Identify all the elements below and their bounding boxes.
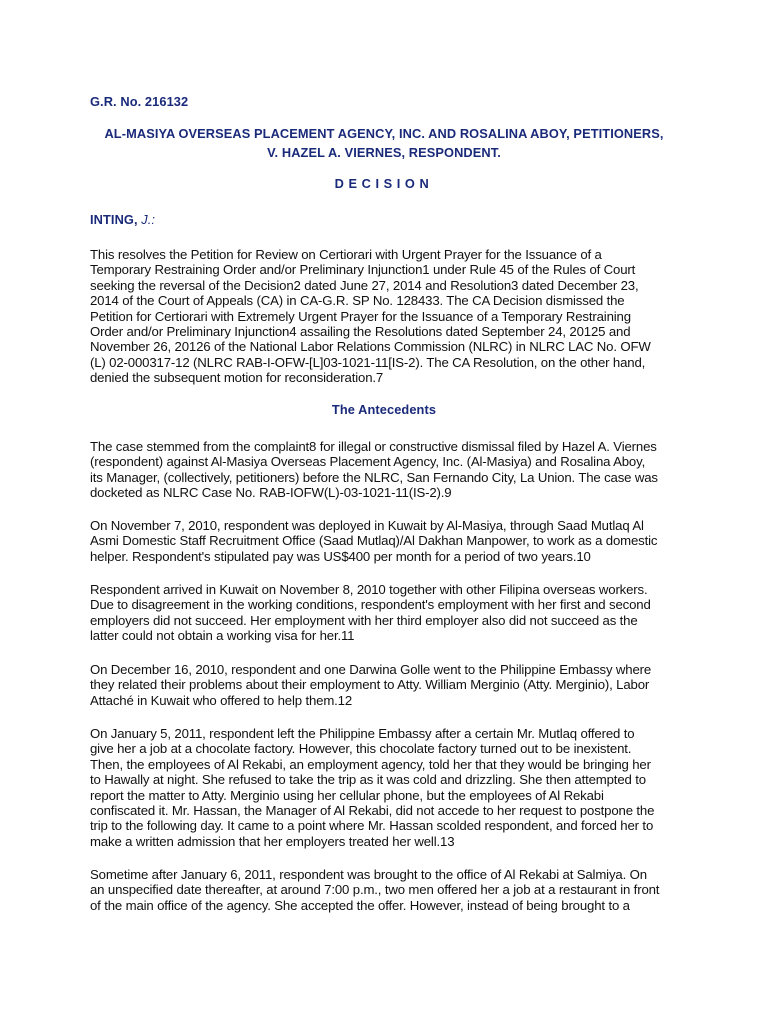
paragraph-complaint: The case stemmed from the complaint8 for illegal or constructive dismissal filed by Hazel A. Viernes (respondent) against Al-Masiya Overseas Placement Agency, Inc. (Al-Masiya) and Rosalina Aboy, its Manager, (collectively, petitioners) before the NLRC, San Fernando City, La Union. The case was docketed as NLRC Case No. RAB-IOFW(L)-03-1021-11(IS-2).9 [90, 439, 658, 501]
paragraph-arrival: Respondent arrived in Kuwait on November 8, 2010 together with other Filipina overseas workers. Due to disagreement in the working conditions, respondent's employment with her first and second employers did not succeed. Her employment with her third employer also did not succeed as the latter could not obtain a working visa for her.11 [90, 582, 651, 644]
decision-title: DECISION [334, 176, 434, 191]
paragraph-intro: This resolves the Petition for Review on Certiorari with Urgent Prayer for the Issuance of a Temporary Restraining Order and/or Preliminary Injunction1 under Rule 45 of the Rules of Court seeking the reversal of the Decision2 dated June 27, 2014 and Resolution3 dated December 23, 2014 of the Court of Appeals (CA) in CA-G.R. SP No. 128433. The CA Decision dismissed the Petition for Certiorari with Extremely Urgent Prayer for the Issuance of a Temporary Restraining Order and/or Preliminary Injunction4 assailing the Resolutions dated September 24, 20125 and November 26, 20126 of the National Labor Relations Commission (NLRC) in NLRC LAC No. OFW (L) 02-000317-12 (NLRC RAB-I-OFW-[L]03-1021-11[IS-2). The CA Resolution, on the other hand, denied the subsequent motion for reconsideration.7 [90, 247, 651, 386]
gr-number: G.R. No. 216132 [90, 94, 189, 109]
ponente-name: INTING, [90, 212, 138, 227]
paragraph-january-6: Sometime after January 6, 2011, respondent was brought to the office of Al Rekabi at Salmiya. On an unspecified date thereafter, at around 7:00 p.m., two men offered her a job at a restaurant in front of the main office of the agency. She accepted the offer. However, instead of being brought to a [90, 867, 660, 913]
paragraph-embassy: On December 16, 2010, respondent and one Darwina Golle went to the Philippine Embassy where they related their problems about their employment to Atty. William Merginio (Atty. Merginio), Labor Attaché in Kuwait who offered to help them.12 [90, 662, 652, 708]
ponente-title: J.: [141, 212, 156, 227]
case-parties [70, 124, 698, 162]
paragraph-january-5: On January 5, 2011, respondent left the Philippine Embassy after a certain Mr. Mutlaq offered to give her a job at a chocolate factory. However, this chocolate factory turned out to be inexistent. Then, the employees of Al Rekabi, an employment agency, told her that they would be bringing her to Hawally at night. She refused to take the trip as it was cold and drizzling. She then attempted to report the matter to Atty. Merginio using her cellular phone, but the employees of Al Rekabi confiscated it. Mr. Hassan, the Manager of Al Rekabi, did not accede to her request to postpone the trip to the following day. It came to a point where Mr. Hassan scolded respondent, and forced her to make a written admission that her employers treated her well.13 [90, 726, 655, 849]
section-title-antecedents: The Antecedents [331, 402, 437, 417]
paragraph-deployment: On November 7, 2010, respondent was deployed in Kuwait by Al-Masiya, through Saad Mutlaq Al Asmi Domestic Staff Recruitment Office (Saad Mutlaq)/Al Dakhan Manpower, to work as a domestic helper. Respondent's stipulated pay was US$400 per month for a period of two years.10 [90, 518, 658, 564]
parties-respondent: V. HAZEL A. VIERNES, RESPONDENT. [267, 145, 501, 160]
parties-petitioners: AL-MASIYA OVERSEAS PLACEMENT AGENCY, INC. AND ROSALINA ABOY, PETITIONERS, [104, 126, 664, 141]
ponente [90, 212, 155, 227]
